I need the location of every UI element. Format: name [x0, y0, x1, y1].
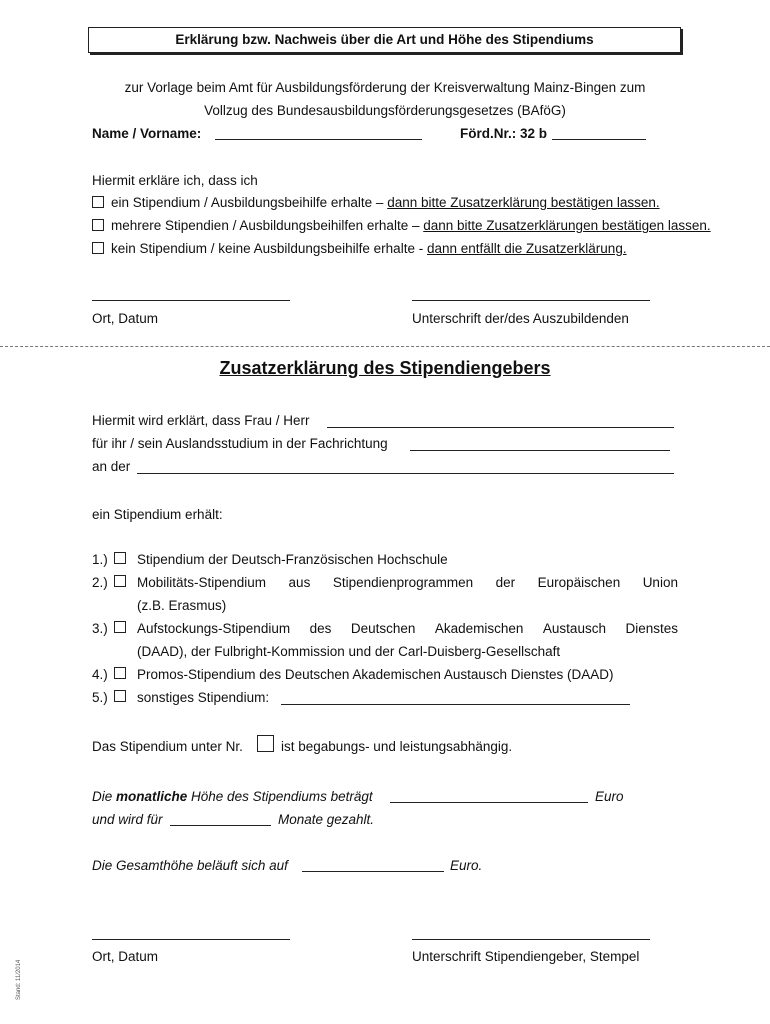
field-of-study-field[interactable] [410, 450, 670, 451]
total-pre: Die Gesamthöhe beläuft sich auf [92, 858, 288, 873]
signature-field-2[interactable] [412, 939, 650, 940]
option-3-text: kein Stipendium / keine Ausbildungsbeihilfe erhalte - [111, 241, 427, 256]
item-3-continuation: (DAAD), der Fulbright-Kommission und der Carl-Duisberg-Gesellschaft [137, 644, 561, 659]
nr-label-after: ist begabungs- und leistungsabhängig. [281, 739, 513, 754]
zusatz-heading: Zusatzerklärung des Stipendiengebers [219, 358, 551, 378]
item-2-continuation: (z.B. Erasmus) [137, 598, 227, 613]
monthly-amount-field[interactable] [390, 802, 588, 803]
name-label: Name / Vorname: [92, 126, 202, 141]
nr-input-box[interactable] [257, 735, 274, 752]
item-3-word: des [309, 621, 332, 636]
ford-label: Förd.Nr.: 32 b [460, 126, 548, 141]
option-1-note: dann bitte Zusatzerklärung bestätigen lassen. [387, 195, 660, 210]
months-pre: und wird für [92, 812, 163, 827]
item-2-word: Union [642, 575, 678, 590]
stand-note: Stand: 11/2014 [16, 959, 22, 1000]
item-2-word: Stipendienprogrammen [332, 575, 474, 590]
other-scholarship-field[interactable] [281, 704, 630, 705]
signature-label-2: Unterschrift Stipendiengeber, Stempel [412, 949, 640, 964]
item-2-word: Mobilitäts-Stipendium [137, 575, 267, 590]
total-euro: Euro. [450, 858, 483, 873]
option-3 [111, 241, 627, 257]
item-5-number: 5.) [92, 690, 108, 705]
item-3-word: Deutschen [350, 621, 416, 636]
document-title: Erklärung bzw. Nachweis über die Art und Höhe des Stipendiums [175, 32, 594, 47]
option-3-checkbox[interactable] [92, 242, 104, 254]
title-box [88, 27, 681, 53]
signature-field-1[interactable] [412, 300, 650, 301]
item-5-checkbox[interactable] [114, 690, 126, 702]
item-2-word: der [495, 575, 516, 590]
item-3-text [137, 621, 678, 637]
item-2-checkbox[interactable] [114, 575, 126, 587]
intro-line-1: zur Vorlage beim Amt für Ausbildungsförderung der Kreisverwaltung Mainz-Bingen zum [124, 80, 646, 95]
institution-field[interactable] [137, 473, 674, 474]
item-3-word: Austausch [542, 621, 606, 636]
item-4-number: 4.) [92, 667, 108, 682]
item-1-text: Stipendium der Deutsch-Französischen Hochschule [137, 552, 448, 567]
item-3-word: Akademischen [434, 621, 524, 636]
item-1-checkbox[interactable] [114, 552, 126, 564]
item-2-text [137, 575, 678, 591]
declaration-lead: Hiermit erkläre ich, dass ich [92, 173, 258, 188]
item-3-number: 3.) [92, 621, 108, 636]
item-5-text: sonstiges Stipendium: [137, 690, 270, 705]
option-1-checkbox[interactable] [92, 196, 104, 208]
item-4-checkbox[interactable] [114, 667, 126, 679]
item-3-word: Aufstockungs-Stipendium [137, 621, 291, 636]
place-date-label-2: Ort, Datum [92, 949, 159, 964]
ford-field[interactable] [552, 139, 646, 140]
person-field[interactable] [327, 427, 674, 428]
monthly-label [92, 789, 373, 805]
name-field[interactable] [215, 139, 422, 140]
months-field[interactable] [170, 825, 271, 826]
option-3-note: dann entfällt die Zusatzerklärung. [426, 241, 627, 256]
monthly-bold: monatliche [116, 789, 188, 804]
intro-line-2: Vollzug des Bundesausbildungsförderungsgesetzes (BAföG) [204, 103, 566, 118]
item-2-number: 2.) [92, 575, 108, 590]
item-2-word: Europäischen [537, 575, 621, 590]
place-date-label-1: Ort, Datum [92, 311, 159, 326]
option-2-checkbox[interactable] [92, 219, 104, 231]
item-4-text: Promos-Stipendium des Deutschen Akademischen Austausch Dienstes (DAAD) [137, 667, 614, 682]
signature-label-1: Unterschrift der/des Auszubildenden [412, 311, 629, 326]
monthly-pre: Die [92, 789, 117, 804]
monthly-post: Höhe des Stipendiums beträgt [187, 789, 373, 804]
option-2 [111, 218, 711, 234]
zusatz-line-3: an der [92, 459, 131, 474]
nr-label-before: Das Stipendium unter Nr. [92, 739, 243, 754]
months-post: Monate gezahlt. [278, 812, 375, 827]
receives-label: ein Stipendium erhält: [92, 507, 223, 522]
option-2-text: mehrere Stipendien / Ausbildungsbeihilfen erhalte – [111, 218, 424, 233]
item-3-checkbox[interactable] [114, 621, 126, 633]
item-3-word: Dienstes [625, 621, 678, 636]
option-1-text: ein Stipendium / Ausbildungsbeihilfe erhalte – [111, 195, 388, 210]
zusatz-line-2: für ihr / sein Auslandsstudium in der Fachrichtung [92, 436, 388, 451]
item-1-number: 1.) [92, 552, 108, 567]
separator [0, 346, 770, 347]
place-date-field-2[interactable] [92, 939, 290, 940]
option-1 [111, 195, 660, 211]
place-date-field-1[interactable] [92, 300, 290, 301]
item-2-word: aus [288, 575, 311, 590]
monthly-euro: Euro [595, 789, 624, 804]
option-2-note: dann bitte Zusatzerklärungen bestätigen lassen. [423, 218, 711, 233]
total-field[interactable] [302, 871, 444, 872]
zusatz-line-1: Hiermit wird erklärt, dass Frau / Herr [92, 413, 310, 428]
